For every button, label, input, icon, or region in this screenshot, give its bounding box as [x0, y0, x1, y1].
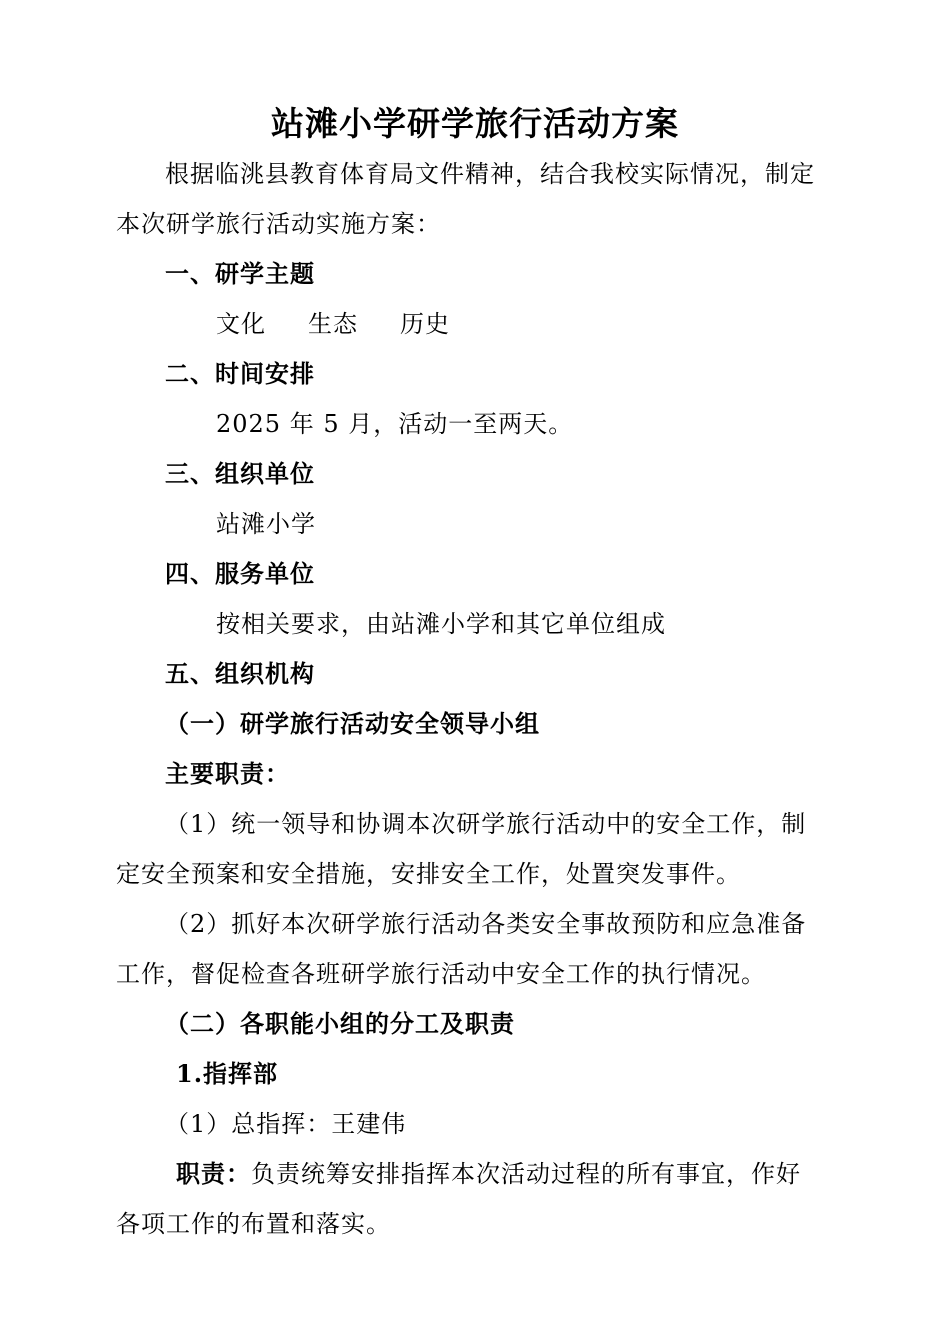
- subsection-heading-functional-groups: （二）各职能小组的分工及职责: [165, 1009, 515, 1038]
- intro-paragraph-line-1: 根据临洮县教育体育局文件精神，结合我校实际情况，制定: [165, 160, 815, 188]
- section-heading-theme: 一、研学主题: [165, 259, 315, 288]
- command-duty-line-1: [176, 1158, 801, 1190]
- theme-item: 文化: [216, 310, 266, 338]
- organizer-text: 站滩小学: [216, 510, 316, 538]
- command-duty-text: 负责统筹安排指挥本次活动过程的所有事宜，作好: [251, 1160, 801, 1188]
- duty-2-line-1: （2）抓好本次研学旅行活动各类安全事故预防和应急准备: [165, 910, 807, 938]
- theme-item: 历史: [400, 310, 450, 338]
- theme-item: 生态: [308, 310, 358, 338]
- schedule-text: 2025 年 5 月，活动一至两天。: [216, 410, 574, 438]
- section-heading-schedule: 二、时间安排: [165, 359, 315, 388]
- section-heading-organizer: 三、组织单位: [165, 459, 315, 488]
- section-heading-organization: 五、组织机构: [165, 659, 315, 688]
- duty-2-line-2: 工作，督促检查各班研学旅行活动中安全工作的执行情况。: [116, 960, 766, 988]
- subsection-heading-safety-group: （一）研学旅行活动安全领导小组: [165, 709, 540, 738]
- command-duty-line-2: 各项工作的布置和落实。: [116, 1210, 391, 1238]
- item-heading-command: 1.指挥部: [176, 1059, 279, 1088]
- document-title: 站滩小学研学旅行活动方案: [271, 104, 679, 143]
- command-duty-label: 职责：: [176, 1159, 251, 1188]
- duty-1-line-1: （1）统一领导和协调本次研学旅行活动中的安全工作，制: [165, 810, 807, 838]
- service-text: 按相关要求，由站滩小学和其它单位组成: [216, 610, 666, 638]
- intro-paragraph-line-2: 本次研学旅行活动实施方案：: [116, 210, 441, 238]
- theme-list: [216, 308, 450, 340]
- duty-1-line-2: 定安全预案和安全措施，安排安全工作，处置突发事件。: [116, 860, 741, 888]
- commander-text: （1）总指挥：王建伟: [165, 1110, 407, 1138]
- duties-label: 主要职责：: [165, 759, 290, 788]
- section-heading-service: 四、服务单位: [165, 559, 315, 588]
